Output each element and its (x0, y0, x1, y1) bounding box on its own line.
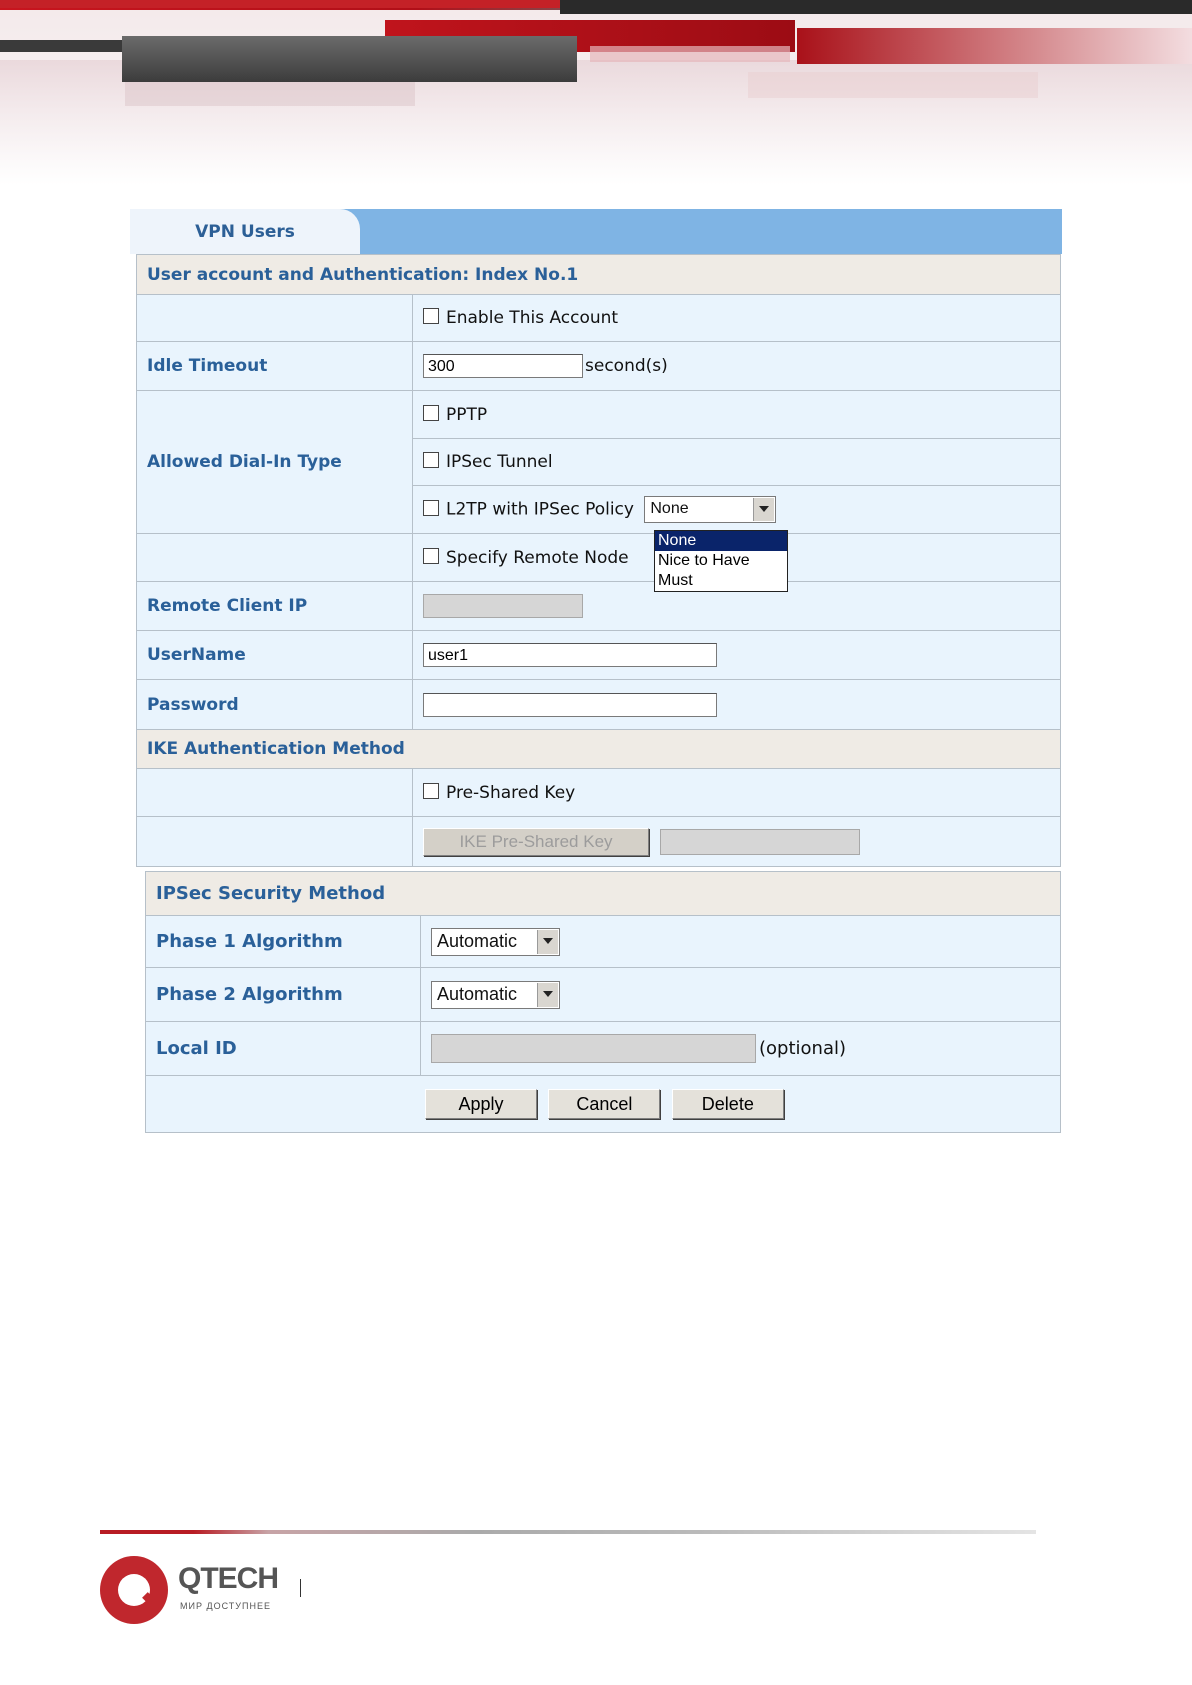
ipsec-section-title: IPSec Security Method (146, 872, 1061, 916)
chevron-down-icon[interactable] (537, 930, 558, 954)
chevron-down-icon[interactable] (753, 498, 774, 521)
phase2-algorithm-value: Automatic (437, 983, 518, 1004)
logo-tagline: МИР ДОСТУПНЕЕ (180, 1601, 271, 1611)
local-id-label: Local ID (146, 1022, 421, 1076)
account-section-title: User account and Authentication: Index No.1 (137, 255, 1061, 295)
idle-timeout-unit: second(s) (585, 356, 668, 376)
l2tp-checkbox[interactable] (423, 500, 439, 516)
l2tp-policy-option[interactable]: None (655, 531, 787, 551)
empty-label-cell (137, 534, 413, 582)
idle-timeout-label: Idle Timeout (137, 342, 413, 391)
qtech-logo (100, 1556, 300, 1636)
l2tp-policy-value: None (650, 500, 689, 517)
banner-block (797, 28, 1192, 64)
banner-block (590, 46, 790, 62)
logo-brand: QTECH (178, 1562, 278, 1595)
remote-client-ip-label: Remote Client IP (137, 582, 413, 631)
password-label: Password (137, 680, 413, 730)
phase2-label: Phase 2 Algorithm (146, 968, 421, 1022)
phase2-algorithm-select[interactable] (431, 981, 560, 1009)
username-label: UserName (137, 631, 413, 680)
logo-separator (300, 1579, 301, 1597)
phase1-algorithm-select[interactable] (431, 928, 560, 956)
username-input[interactable]: user1 (423, 643, 717, 667)
phase1-label: Phase 1 Algorithm (146, 916, 421, 968)
button-row (146, 1076, 1061, 1133)
ipsec-tunnel-checkbox[interactable] (423, 452, 439, 468)
pre-shared-key-checkbox[interactable] (423, 783, 439, 799)
tab-bar (130, 209, 1062, 254)
banner-block (0, 40, 130, 52)
account-table (136, 254, 1061, 867)
ike-pre-shared-key-input[interactable] (660, 829, 860, 855)
pptp-checkbox[interactable] (423, 405, 439, 421)
enable-account-checkbox[interactable] (423, 308, 439, 324)
l2tp-policy-option[interactable]: Must (658, 572, 693, 589)
idle-timeout-input[interactable]: 300 (423, 354, 583, 378)
header-banner (0, 0, 1192, 185)
footer-divider (100, 1530, 1036, 1534)
tab-vpn-users[interactable]: VPN Users (130, 209, 360, 254)
l2tp-policy-option[interactable]: Nice to Have (658, 552, 750, 569)
vpn-users-panel (130, 209, 1062, 1134)
delete-button[interactable]: Delete (672, 1089, 784, 1119)
specify-remote-node-label: Specify Remote Node (446, 547, 629, 568)
empty-label-cell (137, 817, 413, 867)
pre-shared-key-label: Pre-Shared Key (446, 782, 576, 803)
empty-label-cell (137, 769, 413, 817)
apply-button[interactable]: Apply (425, 1089, 537, 1119)
pptp-label: PPTP (446, 404, 488, 425)
dial-in-type-label: Allowed Dial-In Type (137, 391, 413, 534)
banner-block (122, 36, 577, 82)
ike-section-title: IKE Authentication Method (137, 730, 1061, 769)
qtech-logo-icon (100, 1556, 168, 1624)
local-id-input[interactable] (431, 1034, 756, 1063)
banner-block (560, 0, 1192, 14)
chevron-down-icon[interactable] (537, 983, 558, 1007)
ipsec-table (145, 871, 1061, 1133)
enable-account-label: Enable This Account (446, 308, 619, 328)
ike-pre-shared-key-button[interactable]: IKE Pre-Shared Key (423, 828, 649, 856)
specify-remote-node-checkbox[interactable] (423, 548, 439, 564)
ipsec-tunnel-label: IPSec Tunnel (446, 452, 553, 472)
empty-label-cell (137, 295, 413, 342)
banner-block (748, 72, 1038, 98)
banner-block (0, 0, 560, 8)
password-input[interactable] (423, 693, 717, 717)
banner-block (125, 82, 415, 106)
local-id-note: (optional) (759, 1037, 846, 1059)
l2tp-policy-dropdown (654, 530, 788, 592)
l2tp-label: L2TP with IPSec Policy (446, 499, 634, 520)
l2tp-policy-select[interactable] (644, 496, 776, 523)
remote-client-ip-input[interactable] (423, 594, 583, 618)
cancel-button[interactable]: Cancel (548, 1089, 660, 1119)
phase1-algorithm-value: Automatic (437, 930, 518, 951)
